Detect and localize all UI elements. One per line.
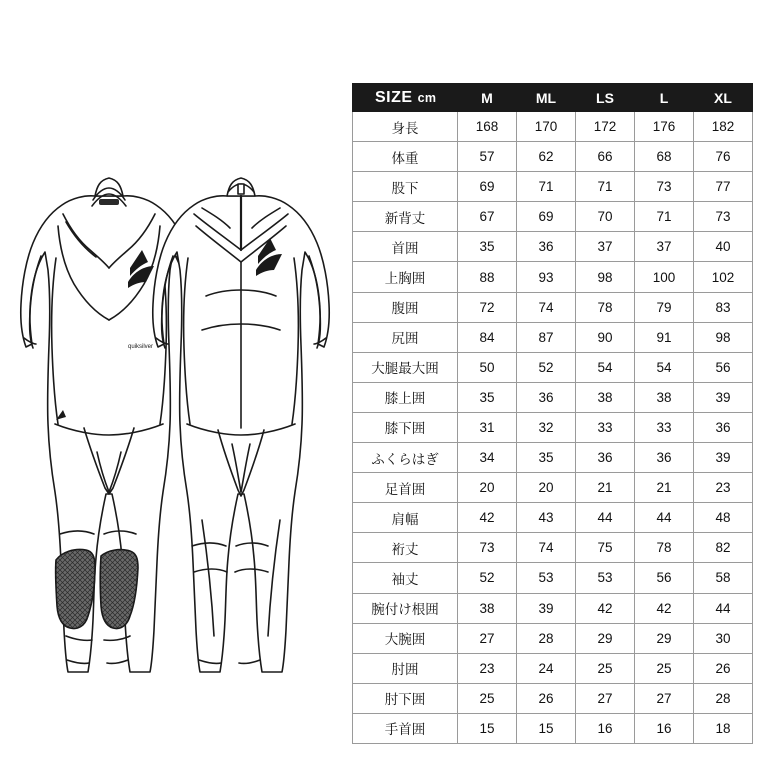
- cell-value: 21: [576, 473, 635, 503]
- row-label: 体重: [353, 142, 458, 172]
- cell-value: 73: [635, 172, 694, 202]
- cell-value: 69: [517, 202, 576, 232]
- cell-value: 168: [458, 112, 517, 142]
- cell-value: 98: [694, 322, 753, 352]
- cell-value: 172: [576, 112, 635, 142]
- cell-value: 170: [517, 112, 576, 142]
- cell-value: 58: [694, 563, 753, 593]
- cell-value: 35: [458, 382, 517, 412]
- cell-value: 78: [576, 292, 635, 322]
- cell-value: 71: [576, 172, 635, 202]
- row-label: 肩幅: [353, 503, 458, 533]
- row-label: 腕付け根囲: [353, 593, 458, 623]
- row-label: 大腿最大囲: [353, 352, 458, 382]
- cell-value: 38: [458, 593, 517, 623]
- table-row: [353, 683, 753, 713]
- cell-value: 90: [576, 322, 635, 352]
- header-size-label: [353, 84, 458, 112]
- row-label: 肘下囲: [353, 683, 458, 713]
- cell-value: 82: [694, 533, 753, 563]
- cell-value: 38: [635, 382, 694, 412]
- cell-value: 29: [635, 623, 694, 653]
- cell-value: 84: [458, 322, 517, 352]
- cell-value: 74: [517, 533, 576, 563]
- cell-value: 35: [458, 232, 517, 262]
- cell-value: 52: [458, 563, 517, 593]
- cell-value: 176: [635, 112, 694, 142]
- cell-value: 20: [458, 473, 517, 503]
- row-label: 大腕囲: [353, 623, 458, 653]
- table-row: [353, 292, 753, 322]
- cell-value: 42: [576, 593, 635, 623]
- cell-value: 36: [576, 443, 635, 473]
- cell-value: 29: [576, 623, 635, 653]
- cell-value: 98: [576, 262, 635, 292]
- row-label: 尻囲: [353, 322, 458, 352]
- cell-value: 76: [694, 142, 753, 172]
- table-row: [353, 142, 753, 172]
- cell-value: 68: [635, 142, 694, 172]
- table-row: [353, 443, 753, 473]
- cell-value: 16: [635, 713, 694, 743]
- cell-value: 44: [576, 503, 635, 533]
- table-row: [353, 503, 753, 533]
- cell-value: 27: [458, 623, 517, 653]
- row-label: 身長: [353, 112, 458, 142]
- cell-value: 91: [635, 322, 694, 352]
- row-label: 股下: [353, 172, 458, 202]
- table-row: [353, 623, 753, 653]
- cell-value: 83: [694, 292, 753, 322]
- cell-value: 39: [694, 443, 753, 473]
- table-row: [353, 593, 753, 623]
- row-label: 首囲: [353, 232, 458, 262]
- cell-value: 54: [635, 352, 694, 382]
- table-row: [353, 533, 753, 563]
- cell-value: 36: [635, 443, 694, 473]
- cell-value: 37: [635, 232, 694, 262]
- row-label: 新背丈: [353, 202, 458, 232]
- row-label: 上胸囲: [353, 262, 458, 292]
- cell-value: 31: [458, 412, 517, 442]
- row-label: 袖丈: [353, 563, 458, 593]
- cell-value: 36: [517, 382, 576, 412]
- cell-value: 88: [458, 262, 517, 292]
- cell-value: 70: [576, 202, 635, 232]
- cell-value: 28: [517, 623, 576, 653]
- header-col-m: M: [458, 84, 517, 112]
- row-label: 膝下囲: [353, 412, 458, 442]
- cell-value: 38: [576, 382, 635, 412]
- cell-value: 35: [517, 443, 576, 473]
- table-row: [353, 112, 753, 142]
- cell-value: 33: [635, 412, 694, 442]
- cell-value: 56: [694, 352, 753, 382]
- cell-value: 28: [694, 683, 753, 713]
- header-col-ls: LS: [576, 84, 635, 112]
- cell-value: 182: [694, 112, 753, 142]
- cell-value: 69: [458, 172, 517, 202]
- cell-value: 74: [517, 292, 576, 322]
- table-row: [353, 382, 753, 412]
- table-body: [353, 112, 753, 744]
- cell-value: 16: [576, 713, 635, 743]
- row-label: 足首囲: [353, 473, 458, 503]
- cell-value: 15: [458, 713, 517, 743]
- size-word: SIZE: [375, 88, 413, 106]
- cell-value: 71: [635, 202, 694, 232]
- cell-value: 30: [694, 623, 753, 653]
- cell-value: 53: [517, 563, 576, 593]
- row-label: 膝上囲: [353, 382, 458, 412]
- cell-value: 100: [635, 262, 694, 292]
- cell-value: 39: [694, 382, 753, 412]
- cell-value: 77: [694, 172, 753, 202]
- table-row: [353, 202, 753, 232]
- cell-value: 48: [694, 503, 753, 533]
- cell-value: 27: [576, 683, 635, 713]
- table-row: [353, 653, 753, 683]
- table-header-row: [353, 84, 753, 112]
- size-table: [352, 83, 753, 744]
- cell-value: 37: [576, 232, 635, 262]
- wetsuit-back-view: [153, 178, 330, 672]
- cell-value: 79: [635, 292, 694, 322]
- cell-value: 18: [694, 713, 753, 743]
- svg-text:quiksilver: quiksilver: [128, 344, 154, 350]
- cell-value: 87: [517, 322, 576, 352]
- row-label: 手首囲: [353, 713, 458, 743]
- cell-value: 26: [517, 683, 576, 713]
- cell-value: 57: [458, 142, 517, 172]
- cell-value: 93: [517, 262, 576, 292]
- cell-value: 43: [517, 503, 576, 533]
- header-col-ml: ML: [517, 84, 576, 112]
- header-col-xl: XL: [694, 84, 753, 112]
- size-chart: [352, 83, 752, 744]
- table-row: [353, 262, 753, 292]
- cell-value: 20: [517, 473, 576, 503]
- row-label: 肘囲: [353, 653, 458, 683]
- table-row: [353, 473, 753, 503]
- table-row: [353, 713, 753, 743]
- row-label: ふくらはぎ: [353, 443, 458, 473]
- table-row: [353, 232, 753, 262]
- cell-value: 44: [635, 503, 694, 533]
- cell-value: 24: [517, 653, 576, 683]
- cell-value: 73: [694, 202, 753, 232]
- cell-value: 54: [576, 352, 635, 382]
- cell-value: 25: [635, 653, 694, 683]
- cell-value: 21: [635, 473, 694, 503]
- cell-value: 44: [694, 593, 753, 623]
- cell-value: 62: [517, 142, 576, 172]
- cell-value: 27: [635, 683, 694, 713]
- cell-value: 36: [694, 412, 753, 442]
- cell-value: 40: [694, 232, 753, 262]
- cell-value: 34: [458, 443, 517, 473]
- cell-value: 50: [458, 352, 517, 382]
- cell-value: 102: [694, 262, 753, 292]
- wetsuit-illustration: [0, 0, 350, 770]
- cell-value: 78: [635, 533, 694, 563]
- row-label: 腹囲: [353, 292, 458, 322]
- cell-value: 32: [517, 412, 576, 442]
- table-row: [353, 322, 753, 352]
- table-row: [353, 172, 753, 202]
- cell-value: 36: [517, 232, 576, 262]
- cell-value: 25: [458, 683, 517, 713]
- cell-value: 26: [694, 653, 753, 683]
- header-col-l: L: [635, 84, 694, 112]
- cell-value: 56: [635, 563, 694, 593]
- cell-value: 71: [517, 172, 576, 202]
- cell-value: 53: [576, 563, 635, 593]
- cell-value: 73: [458, 533, 517, 563]
- cell-value: 25: [576, 653, 635, 683]
- cell-value: 23: [694, 473, 753, 503]
- cell-value: 52: [517, 352, 576, 382]
- cell-value: 72: [458, 292, 517, 322]
- cell-value: 15: [517, 713, 576, 743]
- row-label: 裄丈: [353, 533, 458, 563]
- cell-value: 39: [517, 593, 576, 623]
- table-row: [353, 412, 753, 442]
- cell-value: 23: [458, 653, 517, 683]
- table-row: [353, 563, 753, 593]
- cell-value: 33: [576, 412, 635, 442]
- cell-value: 42: [635, 593, 694, 623]
- cell-value: 42: [458, 503, 517, 533]
- table-row: [353, 352, 753, 382]
- cell-value: 66: [576, 142, 635, 172]
- cell-value: 75: [576, 533, 635, 563]
- unit-word: cm: [417, 90, 437, 105]
- cell-value: 67: [458, 202, 517, 232]
